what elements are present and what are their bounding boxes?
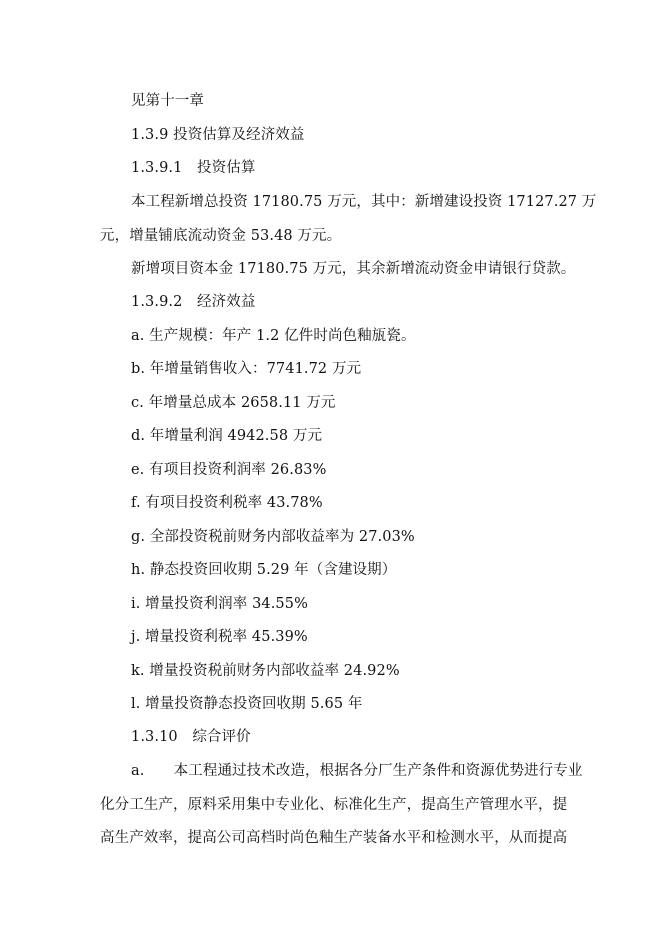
evaluation-line-1: a. 本工程通过技术改造，根据各分厂生产条件和资源优势进行专业	[131, 763, 583, 779]
section-heading-1-3-9: 1.3.9 投资估算及经济效益	[131, 127, 305, 143]
capital-paragraph: 新增项目资本金 17180.75 万元，其余新增流动资金申请银行贷款。	[131, 261, 576, 277]
section-heading-1-3-9-2: 1.3.9.2 经济效益	[131, 294, 256, 310]
list-item: a. 生产规模：年产 1.2 亿件时尚色釉瓬瓷。	[131, 328, 416, 344]
evaluation-line-3: 高生产效率，提高公司高档时尚色釉生产装备水平和检测水平，从而提高	[100, 830, 568, 846]
list-item: i. 增量投资利润率 34.55%	[131, 596, 308, 612]
list-item: k. 增量投资税前财务内部收益率 24.92%	[131, 663, 400, 679]
list-item: l. 增量投资静态投资回收期 5.65 年	[131, 696, 363, 712]
list-item: b. 年增量销售收入：7741.72 万元	[131, 361, 362, 377]
list-item: j. 增量投资利税率 45.39%	[131, 629, 308, 645]
section-heading-1-3-9-1: 1.3.9.1 投资估算	[131, 160, 256, 176]
list-item: h. 静态投资回收期 5.29 年（含建设期）	[131, 562, 397, 578]
section-heading-1-3-10: 1.3.10 综合评价	[131, 729, 251, 745]
evaluation-line-2: 化分工生产，原料采用集中专业化、标准化生产，提高生产管理水平，提	[100, 797, 568, 813]
list-item: c. 年增量总成本 2658.11 万元	[131, 395, 336, 411]
list-item: g. 全部投资税前财务内部收益率为 27.03%	[131, 529, 415, 545]
list-item: e. 有项目投资利润率 26.83%	[131, 462, 327, 478]
list-item: d. 年增量利润 4942.58 万元	[131, 428, 323, 444]
investment-paragraph-line-1: 本工程新增总投资 17180.75 万元，其中：新增建设投资 17127.27 万	[131, 194, 597, 210]
chapter-reference: 见第十一章	[131, 93, 204, 109]
list-item: f. 有项目投资利税率 43.78%	[131, 495, 323, 511]
investment-paragraph-line-2: 元，增量铺底流动资金 53.48 万元。	[100, 228, 342, 244]
